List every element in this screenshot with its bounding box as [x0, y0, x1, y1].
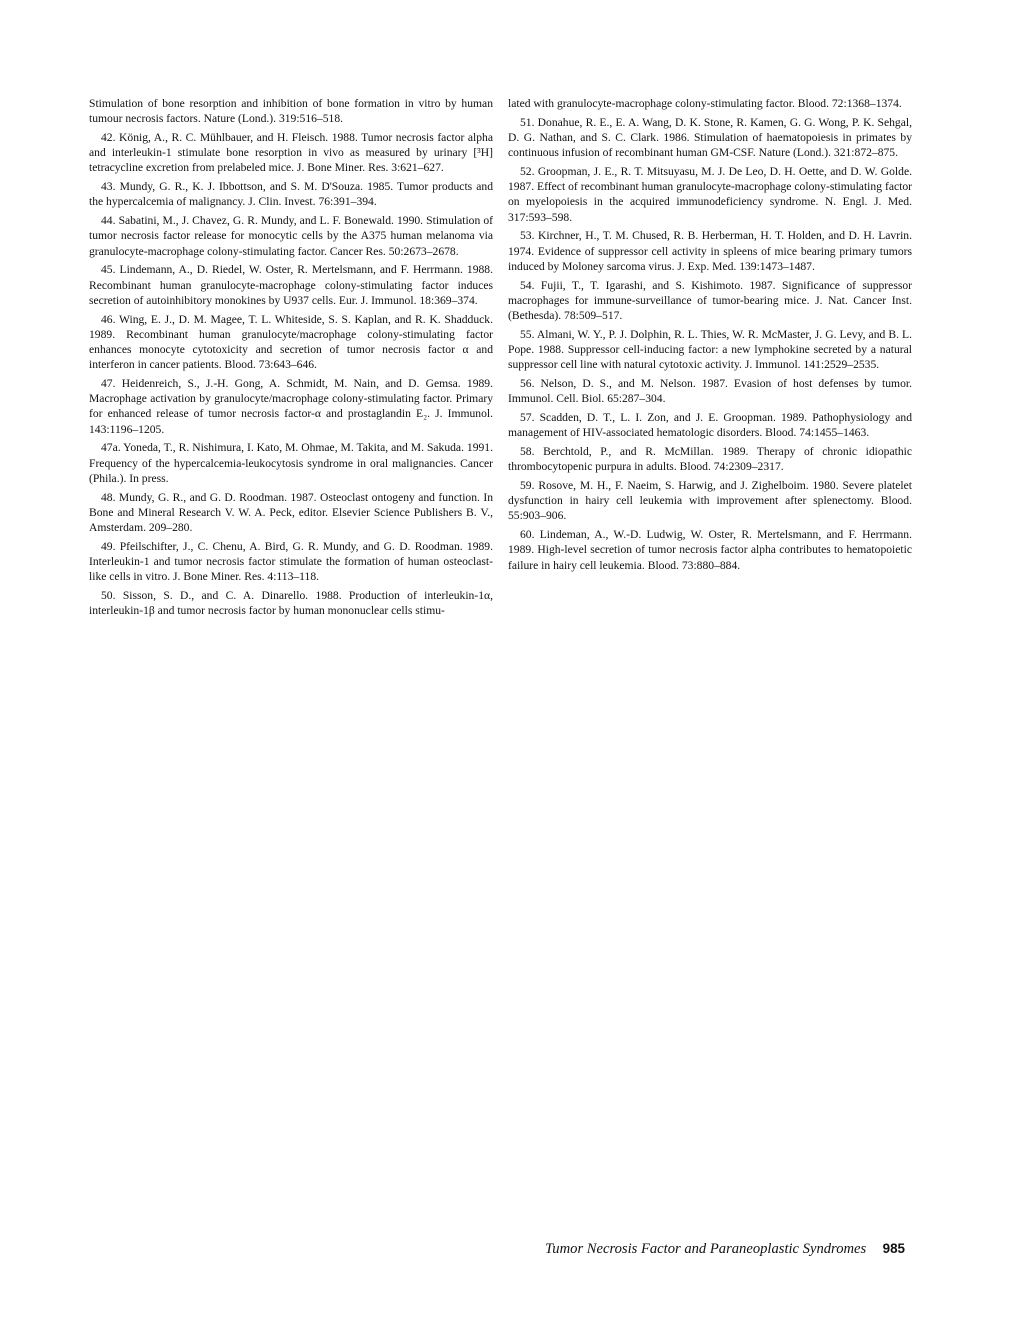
- reference-53: 53. Kirchner, H., T. M. Chused, R. B. Herberman, H. T. Holden, and D. H. Lavrin. 1974. Evidence of suppressor cell activity in spleens of mice bearing primary tumors induced by Moloney sarcoma virus. J. Exp. Med. 139:1473–1487.: [508, 229, 912, 273]
- reference-44: 44. Sabatini, M., J. Chavez, G. R. Mundy, and L. F. Bonewald. 1990. Stimulation of tumor necrosis factor release for monocytic cells by the A375 human melanoma via granulocyte-macrophage colony-stimulating factor. Cancer Res. 50:2673–2678.: [89, 214, 493, 258]
- reference-47: 47. Heidenreich, S., J.-H. Gong, A. Schmidt, M. Nain, and D. Gemsa. 1989. Macrophage activation by granulocyte/macrophage colony-stimulating factor. Primary for enhanced release of tumor necrosis factor-α and prostaglandin E₂. J. Immunol. 143:1196–1205.: [89, 377, 493, 436]
- reference-42: 42. König, A., R. C. Mühlbauer, and H. Fleisch. 1988. Tumor necrosis factor alpha and interleukin-1 stimulate bone resorption in vivo as measured by urinary [³H] tetracycline excretion from prelabeled mice. J. Bone Miner. Res. 3:621–627.: [89, 131, 493, 175]
- page-number: 985: [882, 1241, 905, 1256]
- reference-56: 56. Nelson, D. S., and M. Nelson. 1987. Evasion of host defenses by tumor. Immunol. Cell. Biol. 65:287–304.: [508, 377, 912, 406]
- reference-continuation: lated with granulocyte-macrophage colony-stimulating factor. Blood. 72:1368–1374.: [508, 97, 902, 110]
- reference-51: 51. Donahue, R. E., E. A. Wang, D. K. Stone, R. Kamen, G. G. Wong, P. K. Sehgal, D. G. Nathan, and S. C. Clark. 1986. Stimulation of haematopoiesis in primates by continuous infusion of recombinant human GM-CSF. Nature (Lond.). 321:872–875.: [508, 115, 912, 160]
- reference-52: 52. Groopman, J. E., R. T. Mitsuyasu, M. J. De Leo, D. H. Oette, and D. W. Golde. 1987. Effect of recombinant human granulocyte-macrophage colony-stimulating factor on myelopoiesis in the acquired immunodeficiency syndrome. N. Engl. J. Med. 317:593–598.: [508, 165, 912, 224]
- reference-54: 54. Fujii, T., T. Igarashi, and S. Kishimoto. 1987. Significance of suppressor macrophages for immune-surveillance of tumor-bearing mice. J. Nat. Cancer Inst. (Bethesda). 78:509–517.: [508, 278, 912, 323]
- reference-47a: 47a. Yoneda, T., R. Nishimura, I. Kato, M. Ohmae, M. Takita, and M. Sakuda. 1991. Frequency of the hypercalcemia-leukocytosis syndrome in oral malignancies. Cancer (Phila.). In press.: [89, 441, 493, 485]
- reference-column-left: [89, 96, 493, 622]
- reference-45: 45. Lindemann, A., D. Riedel, W. Oster, R. Mertelsmann, and F. Herrmann. 1988. Recombinant human granulocyte-macrophage colony-stimulating factor induces secretion of autoinhibitory monokines by U937 cells. Eur. J. Immunol. 18:369–374.: [89, 263, 493, 307]
- reference-57: 57. Scadden, D. T., L. I. Zon, and J. E. Groopman. 1989. Pathophysiology and management of HIV-associated hematologic disorders. Blood. 74:1455–1463.: [508, 411, 912, 440]
- reference-59: 59. Rosove, M. H., F. Naeim, S. Harwig, and J. Zighelboim. 1980. Severe platelet dysfunction in hairy cell leukemia with improvement after splenectomy. Blood. 55:903–906.: [508, 479, 912, 523]
- reference-58: 58. Berchtold, P., and R. McMillan. 1989. Therapy of chronic idiopathic thrombocytopenic purpura in adults. Blood. 74:2309–2317.: [508, 445, 912, 474]
- reference-60: 60. Lindeman, A., W.-D. Ludwig, W. Oster, R. Mertelsmann, and F. Herrmann. 1989. High-level secretion of tumor necrosis factor alpha contributes to hematopoietic failure in hairy cell leukemia. Blood. 73:880–884.: [508, 528, 912, 572]
- running-title: Tumor Necrosis Factor and Paraneoplastic Syndromes: [545, 1241, 867, 1257]
- reference-55: 55. Almani, W. Y., P. J. Dolphin, R. L. Thies, W. R. McMaster, J. G. Levy, and B. L. Pope. 1988. Suppressor cell-inducing factor: a new lymphokine secreted by a natural suppressor cell line with natural cytotoxic activity. J. Immunol. 141:2529–2535.: [508, 327, 912, 372]
- reference-column-right: [508, 96, 912, 576]
- page-footer: [545, 1241, 915, 1261]
- reference-50: 50. Sisson, S. D., and C. A. Dinarello. 1988. Production of interleukin-1α, interleukin-1β and tumor necrosis factor by human mononuclear cells stimu-: [89, 589, 493, 618]
- reference-46: 46. Wing, E. J., D. M. Magee, T. L. Whiteside, S. S. Kaplan, and R. K. Shadduck. 1989. Recombinant human granulocyte/macrophage colony-stimulating factor enhances monocyte cytotoxicity and secretion of tumor necrosis factor α and interferon in cancer patients. Blood. 73:643–646.: [89, 312, 493, 372]
- reference-43: 43. Mundy, G. R., K. J. Ibbottson, and S. M. D'Souza. 1985. Tumor products and the hypercalcemia of malignancy. J. Clin. Invest. 76:391–394.: [89, 180, 493, 209]
- reference-49: 49. Pfeilschifter, J., C. Chenu, A. Bird, G. R. Mundy, and G. D. Roodman. 1989. Interleukin-1 and tumor necrosis factor stimulate the formation of human osteoclast-like cells in vitro. J. Bone Miner. Res. 4:113–118.: [89, 539, 493, 584]
- reference-48: 48. Mundy, G. R., and G. D. Roodman. 1987. Osteoclast ontogeny and function. In Bone and Mineral Research V. W. A. Peck, editor. Elsevier Science Publishers B. V., Amsterdam. 209–280.: [89, 490, 493, 535]
- reference-continuation: Stimulation of bone resorption and inhibition of bone formation in vitro by human tumour necrosis factors. Nature (Lond.). 319:516–518.: [89, 97, 493, 126]
